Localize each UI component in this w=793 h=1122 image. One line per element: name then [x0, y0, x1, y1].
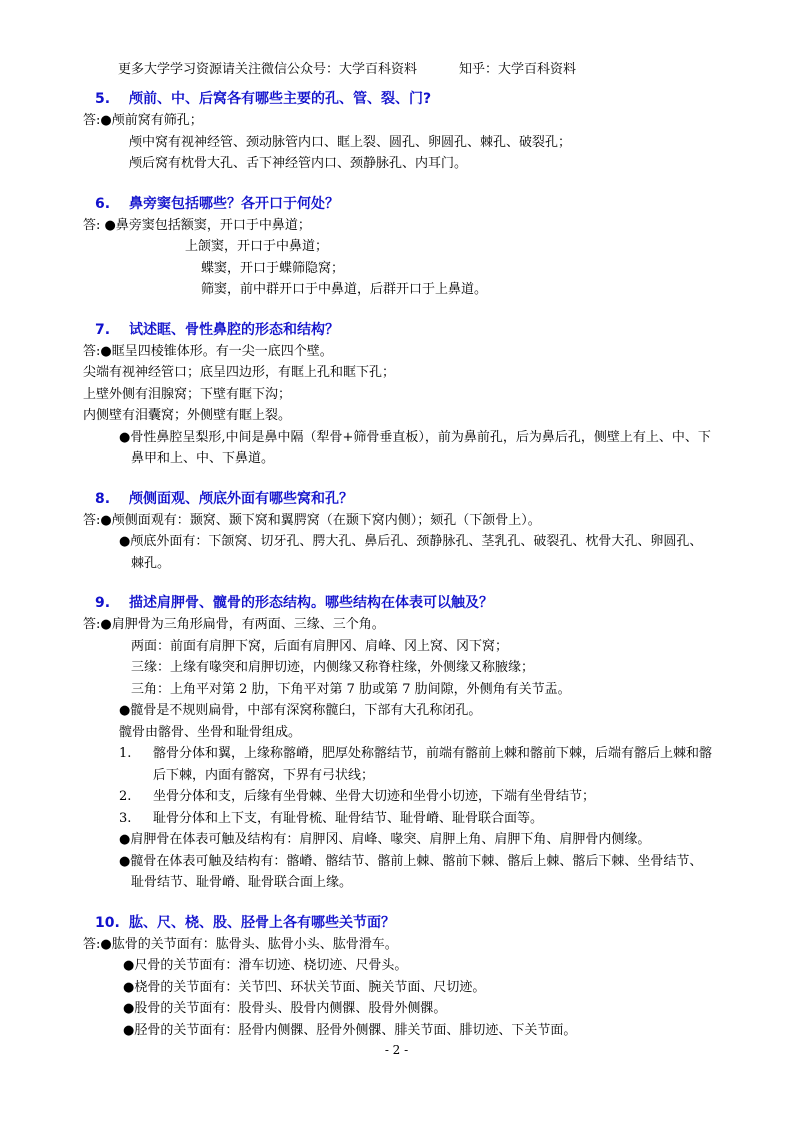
answer-line: 内侧壁有泪囊窝；外侧壁有眶上裂。: [83, 408, 292, 423]
answer-line: ●肩胛骨在体表可触及结构有：肩胛冈、肩峰、喙突、肩胛上角、肩胛下角、肩胛骨内侧缘。: [119, 832, 651, 847]
answer-line: ●骨性鼻腔呈梨形,中间是鼻中隔（犁骨+筛骨垂直板），前为鼻前孔，后为鼻后孔，侧壁上有上、中、下鼻甲和上、中、下鼻道。: [119, 429, 711, 466]
question-title: 9. 描述肩胛骨、髋骨的形态结构。哪些结构在体表可以触及？: [95, 595, 493, 611]
answer-line: 颅后窝有枕骨大孔、舌下神经管内口、颈静脉孔、内耳门。: [129, 156, 468, 171]
answer-line: 答: ●鼻旁窦包括额窦，开口于中鼻道；: [83, 217, 311, 233]
answer-line: 答:●肱骨的关节面有：肱骨头、肱骨小头、肱骨滑车。: [83, 936, 398, 952]
document-body: [83, 88, 715, 1059]
answer-line: 髋骨由髂骨、坐骨和耻骨组成。: [119, 724, 302, 740]
header-right: 知乎：大学百科资料: [459, 62, 577, 77]
answer-line: 筛窦，前中群开口于中鼻道，后群开口于上鼻道。: [201, 282, 488, 297]
answer-line: 上壁外侧有泪腺窝；下壁有眶下沟；: [83, 386, 292, 402]
answer-line: 蝶窦，开口于蝶筛隐窝；: [201, 260, 345, 276]
answer-line: 两面：前面有肩胛下窝，后面有肩胛冈、肩峰、冈上窝、冈下窝；: [131, 638, 509, 654]
answer-line: ●桡骨的关节面有：关节凹、环状关节面、腕关节面、尺切迹。: [123, 979, 486, 995]
question-title: 8. 颅侧面观、颅底外面有哪些窝和孔？: [95, 490, 353, 507]
question-10: [83, 912, 715, 1042]
question-title: 7. 试述眶、骨性鼻腔的形态和结构？: [95, 321, 339, 338]
question-7: [83, 319, 715, 470]
question-title: 10. 肱、尺、桡、股、胫骨上各有哪些关节面？: [95, 914, 395, 931]
answer-line: ●颅底外面有：下颌窝、切牙孔、腭大孔、鼻后孔、颈静脉孔、茎乳孔、破裂孔、枕骨大孔、卵圆孔、棘孔。: [119, 534, 703, 571]
list-item: 2. 坐骨分体和支，后缘有坐骨棘、坐骨大切迹和坐骨小切迹，下端有坐骨结节；: [119, 789, 596, 804]
answer-line: 三缘：上缘有喙突和肩胛切迹，内侧缘又称脊柱缘，外侧缘又称腋缘；: [131, 660, 535, 675]
answer-line: ●尺骨的关节面有：滑车切迹、桡切迹、尺骨头。: [123, 958, 408, 973]
answer-line: 颅中窝有视神经管、颈动脉管内口、眶上裂、圆孔、卵圆孔、棘孔、破裂孔；: [129, 134, 572, 150]
question-8: [83, 488, 715, 575]
list-item: 3. 耻骨分体和上下支，有耻骨梳、耻骨结节、耻骨嵴、耻骨联合面等。: [119, 810, 544, 826]
answer-line: ●髋骨是不规则扁骨，中部有深窝称髋臼，下部有大孔称闭孔。: [119, 703, 482, 718]
answer-line: ●髋骨在体表可触及结构有：髂嵴、髂结节、髂前上棘、髂前下棘、髂后上棘、髂后下棘、坐骨结节、耻骨结节、耻骨嵴、耻骨联合面上缘。: [119, 853, 703, 890]
answer-line: 答:●眶呈四棱锥体形。有一尖一底四个壁。: [83, 343, 333, 359]
question-6: [83, 193, 715, 301]
answer-line: 答:●颅前窝有筛孔；: [83, 113, 203, 128]
answer-line: ●胫骨的关节面有：胫骨内侧髁、胫骨外侧髁、腓关节面、腓切迹、下关节面。: [123, 1022, 577, 1038]
answer-line: 答:●肩胛骨为三角形扁骨，有两面、三缘、三个角。: [83, 617, 385, 632]
question-9: [83, 592, 715, 894]
answer-line: 答:●颅侧面观有：颞窝、颞下窝和翼腭窝（在颞下窝内侧）；颏孔（下颌骨上）。: [83, 512, 541, 528]
page-number: - 2 -: [384, 1043, 409, 1057]
question-title: 6. 鼻旁窦包括哪些？各开口于何处？: [95, 195, 339, 212]
answer-line: 三角：上角平对第 2 肋，下角平对第 7 肋或第 7 肋间隙，外侧角有关节盂。: [131, 681, 571, 697]
list-item: 1. 髂骨分体和翼，上缘称髂嵴，肥厚处称髂结节，前端有髂前上棘和髂前下棘，后端有髂后上棘和髂后下棘，内面有髂窝，下界有弓状线；: [119, 746, 713, 783]
answer-line: 上颌窦，开口于中鼻道；: [185, 239, 329, 254]
question-5: [83, 88, 715, 175]
header-left: 更多大学学习资源请关注微信公众号：大学百科资料: [118, 62, 418, 77]
answer-line: 尖端有视神经管口；底呈四边形，有眶上孔和眶下孔；: [83, 365, 396, 380]
answer-line: ●股骨的关节面有：股骨头、股骨内侧髁、股骨外侧髁。: [123, 1001, 447, 1016]
question-title: 5. 颅前、中、后窝各有哪些主要的孔、管、裂、门?: [95, 91, 432, 107]
page-header: [118, 58, 576, 77]
